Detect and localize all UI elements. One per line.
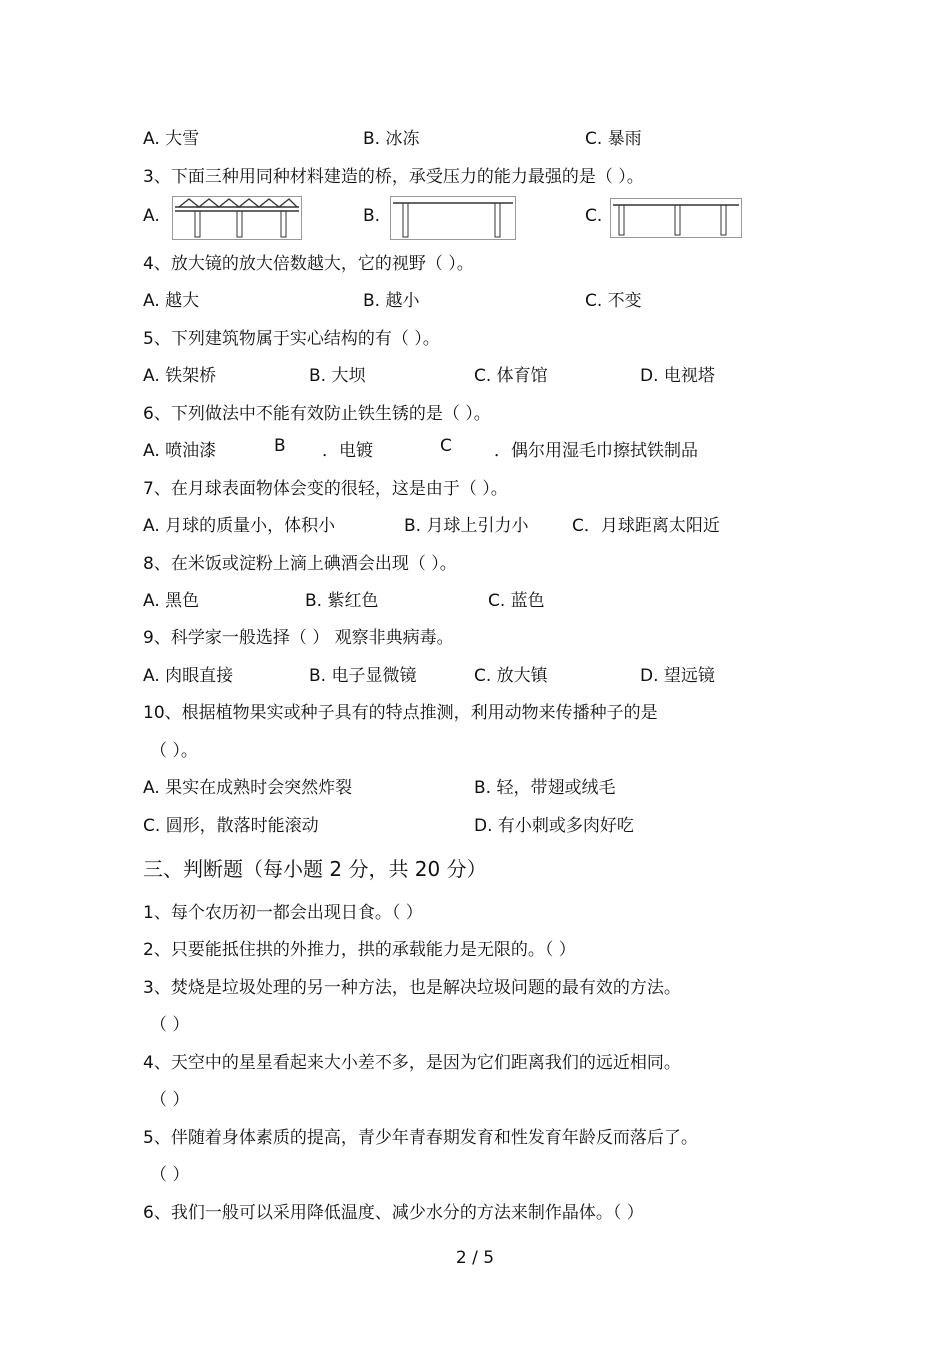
q4-option-b: B. 越小 [363, 291, 420, 311]
q9-option-b: B. 电子显微镜 [309, 666, 417, 686]
q2-option-c: C. 暴雨 [585, 129, 642, 149]
q6-option-c: ．偶尔用湿毛巾擦拭铁制品 [494, 441, 698, 461]
q6-option-a: A. 喷油漆 [143, 441, 217, 461]
q8-option-c: C. 蓝色 [488, 591, 545, 611]
q9-option-d: D. 望远镜 [640, 666, 715, 686]
q4-stem: 4、放大镜的放大倍数越大，它的视野（ ）。 [143, 254, 474, 274]
page-number: 2 / 5 [455, 1248, 495, 1268]
judge-4: 4、天空中的星星看起来大小差不多，是因为它们距离我们的远近相同。 [143, 1053, 681, 1073]
judge-5-blank: （ ） [150, 1165, 190, 1185]
q10-blank: （ ）。 [150, 741, 198, 761]
q10-option-c: C. 圆形，散落时能滚动 [143, 816, 319, 836]
q7-option-c: C．月球距离太阳近 [572, 516, 720, 536]
q10-option-d: D. 有小刺或多肉好吃 [474, 816, 634, 836]
q2-option-b: B. 冰冻 [363, 129, 420, 149]
q6-option-b-letter: B [274, 436, 286, 456]
q9-stem: 9、科学家一般选择（ ） 观察非典病毒。 [143, 628, 454, 648]
q5-option-b: B. 大坝 [309, 366, 366, 386]
q5-option-c: C. 体育馆 [474, 366, 548, 386]
q8-option-a: A. 黑色 [143, 591, 200, 611]
q5-stem: 5、下列建筑物属于实心结构的有（ ）。 [143, 329, 440, 349]
judge-3-blank: （ ） [150, 1015, 190, 1035]
q8-stem: 8、在米饭或淀粉上滴上碘酒会出现（ ）。 [143, 554, 457, 574]
q2-option-a: A. 大雪 [143, 129, 200, 149]
q3-option-a: A. [143, 206, 160, 226]
q9-option-a: A. 肉眼直接 [143, 666, 234, 686]
q9-option-c: C. 放大镇 [474, 666, 548, 686]
q7-option-b: B. 月球上引力小 [404, 516, 529, 536]
judge-6: 6、我们一般可以采用降低温度、减少水分的方法来制作晶体。（ ） [143, 1203, 644, 1223]
q8-option-b: B. 紫红色 [305, 591, 379, 611]
q3-option-c: C. [585, 206, 603, 226]
q4-option-a: A. 越大 [143, 291, 200, 311]
q7-option-a: A. 月球的质量小，体积小 [143, 516, 336, 536]
multi-pier-bridge-image [610, 198, 742, 238]
q10-option-b: B. 轻，带翅或绒毛 [474, 778, 616, 798]
beam-bridge-image [390, 196, 516, 240]
q4-option-c: C. 不变 [585, 291, 642, 311]
q5-option-d: D. 电视塔 [640, 366, 715, 386]
q6-option-c-letter: C [440, 436, 452, 456]
q6-stem: 6、下列做法中不能有效防止铁生锈的是（ ）。 [143, 404, 491, 424]
judge-4-blank: （ ） [150, 1090, 190, 1110]
q6-option-b: ．电镀 [322, 441, 373, 461]
truss-bridge-image [172, 196, 302, 240]
judge-3: 3、焚烧是垃圾处理的另一种方法，也是解决垃圾问题的最有效的方法。 [143, 978, 681, 998]
q7-stem: 7、在月球表面物体会变的很轻，这是由于（ ）。 [143, 479, 508, 499]
judge-1: 1、每个农历初一都会出现日食。（ ） [143, 903, 423, 923]
section-heading: 三、判断题（每小题 2 分，共 20 分） [143, 857, 487, 881]
q5-option-a: A. 铁架桥 [143, 366, 217, 386]
judge-2: 2、只要能抵住拱的外推力，拱的承载能力是无限的。（ ） [143, 940, 576, 960]
q3-stem: 3、下面三种用同种材料建造的桥，承受压力的能力最强的是（ ）。 [143, 167, 644, 187]
q10-option-a: A. 果实在成熟时会突然炸裂 [143, 778, 353, 798]
judge-5: 5、伴随着身体素质的提高，青少年青春期发育和性发育年龄反而落后了。 [143, 1128, 698, 1148]
q3-option-b: B. [363, 206, 381, 226]
q10-stem: 10、根据植物果实或种子具有的特点推测，利用动物来传播种子的是 [143, 703, 658, 723]
